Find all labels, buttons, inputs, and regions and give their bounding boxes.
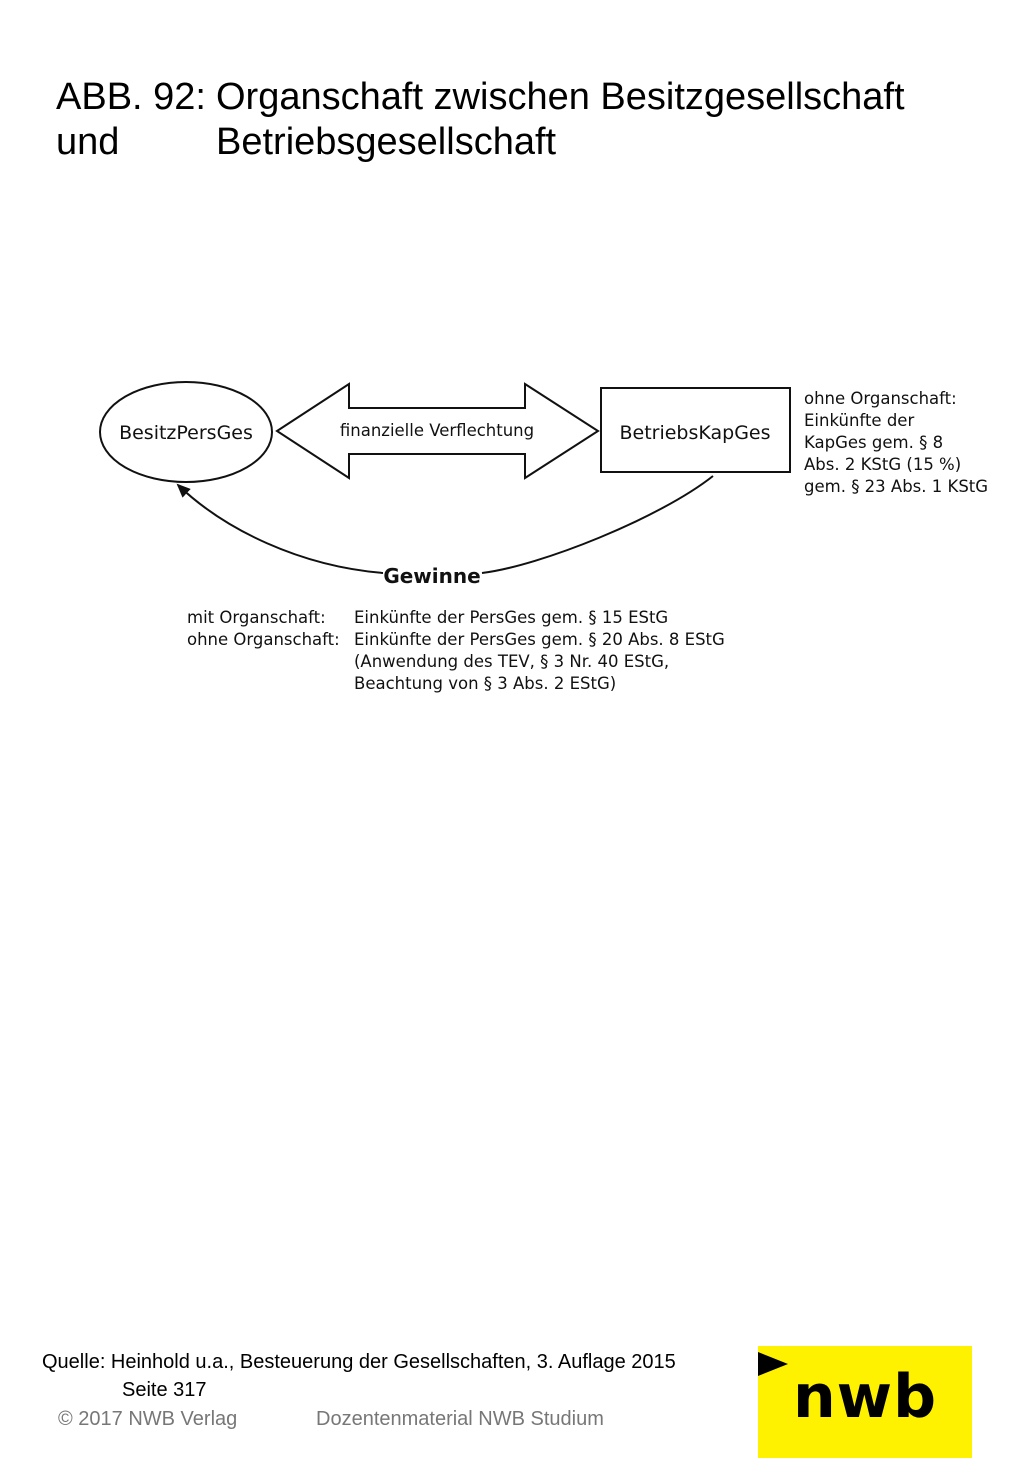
financial-link-label: finanzielle Verflechtung: [339, 421, 535, 440]
source-page: Seite 317: [122, 1379, 207, 1401]
figure-title-continuation: Betriebsgesellschaft: [216, 121, 557, 163]
right-note-line-3: KapGes gem. § 8: [804, 433, 944, 452]
nwb-logo-text: nwb: [792, 1362, 938, 1432]
without-organschaft-line-2: (Anwendung des TEV, § 3 Nr. 40 EStG,: [354, 652, 670, 671]
betriebs-kapges-label: BetriebsKapGes: [619, 422, 771, 444]
profit-flow-curve-right: [482, 476, 713, 573]
copyright-notice: © 2017 NWB Verlag: [58, 1408, 238, 1430]
figure-title-connector: und: [56, 121, 120, 163]
figure-number: ABB. 92:: [56, 76, 206, 118]
right-note-line-4: Abs. 2 KStG (15 %): [804, 455, 962, 474]
profit-flow-arrow-left: [178, 485, 383, 573]
right-note-line-1: ohne Organschaft:: [804, 389, 957, 408]
without-organschaft-line-3: Beachtung von § 3 Abs. 2 EStG): [354, 674, 617, 693]
footer-tagline: Dozentenmaterial NWB Studium: [316, 1408, 604, 1430]
nwb-logo: [758, 1346, 972, 1458]
logo-pointer-icon: [758, 1352, 788, 1376]
besitz-persges-label: BesitzPersGes: [119, 422, 253, 444]
right-note-line-5: gem. § 23 Abs. 1 KStG: [804, 477, 989, 496]
source-citation: Quelle: Heinhold u.a., Besteuerung der Gesellschaften, 3. Auflage 2015: [42, 1351, 676, 1373]
profits-label: Gewinne: [383, 564, 481, 588]
without-organschaft-line-1: Einkünfte der PersGes gem. § 20 Abs. 8 EStG: [354, 630, 725, 649]
without-organschaft-label: ohne Organschaft:: [187, 630, 340, 649]
figure-title: Organschaft zwischen Besitzgesellschaft: [216, 76, 905, 118]
with-organschaft-label: mit Organschaft:: [187, 608, 326, 627]
right-note-line-2: Einkünfte der: [804, 411, 915, 430]
with-organschaft-text: Einkünfte der PersGes gem. § 15 EStG: [354, 608, 669, 627]
